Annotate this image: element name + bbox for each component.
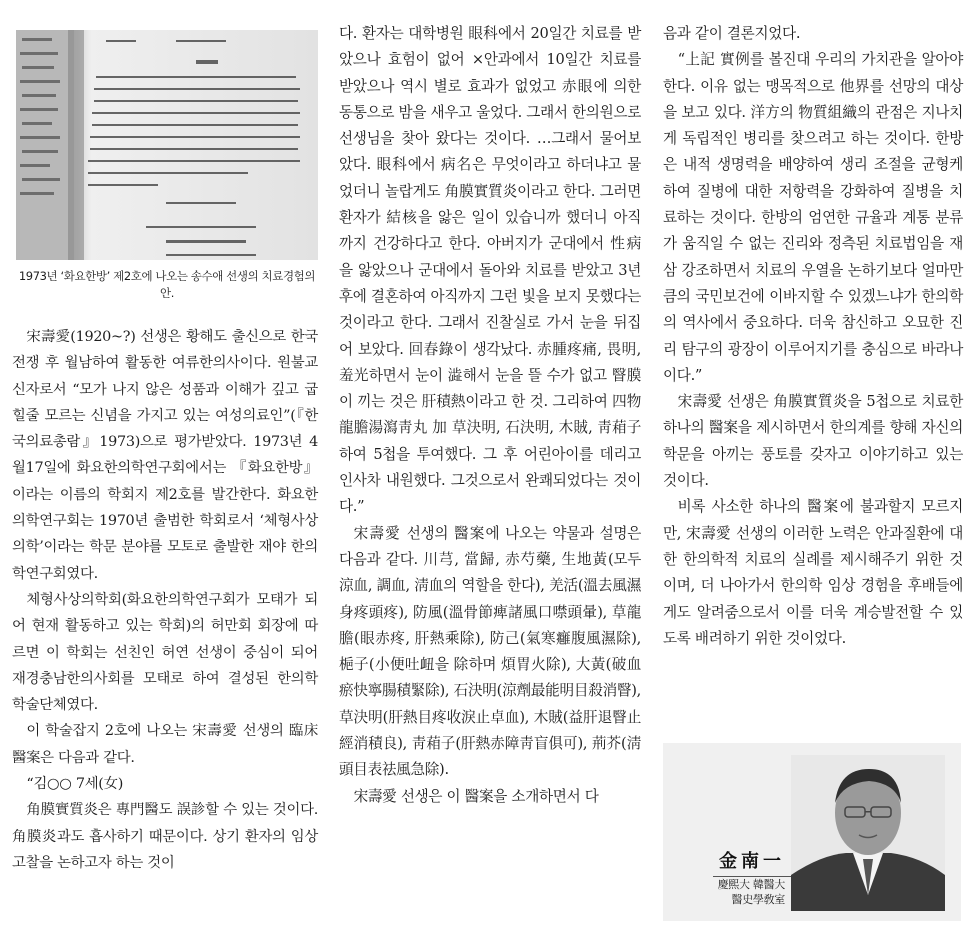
photo-caption: 1973년 ‘화요한방’ 제2호에 나오는 송수애 선생의 치료경험의안. <box>18 269 316 300</box>
author-portrait-image <box>791 755 945 911</box>
author-name: 金南一 <box>719 847 785 873</box>
paragraph: “김○○ 7세(女) <box>26 776 124 793</box>
affiliation-line: 醫史學敎室 <box>731 893 785 906</box>
paragraph: 宋壽愛 선생의 醫案에 나오는 약물과 설명은 다음과 같다. 川芎, 當歸, 赤芍藥, 生地黃(모두 涼血, 調血, 淸血의 역할을 한다), 羌活(溫去風濕身疼頭疼), 防風(溫骨節痺諸風口噤頭暈), 草龍膽(眼赤疼, 肝熱乘除), 防己(氣寒癰腹風濕除), 梔子(小便吐衄을 除하며 煩胃火除), 大黃(破血瘀快寧腸積緊除), 石決明(涼劑最能明目殺消瞖), 草決明(肝熱目疼收淚止卓血), 木賊(益肝退瞖止經消積良), 靑葙子(肝熱赤障靑盲俱可), 荊芥(淸頭目表祛風急除). <box>339 524 641 779</box>
journal-photo <box>16 30 318 260</box>
affiliation-line: 慶熙大 韓醫大 <box>717 878 785 891</box>
paragraph: 이 학술잡지 2호에 나오는 宋壽愛 선생의 臨床醫案은 다음과 같다. <box>12 723 318 766</box>
author-box <box>663 743 961 921</box>
paragraph: “上記 實例를 볼진대 우리의 가치관을 알아야 한다. 이유 없는 맹목적으로 他界를 선망의 대상을 보고 있다. 洋方의 物質組織의 관점은 지나치게 독립적인 병리를 찾으려고 하는 것이다. 한방은 내적 생명력을 배양하여 생리 조절을 균형케 하여 질병에 대한 저항력을 강화하여 질병을 치료하는 것이다. 한방의 엄연한 규율과 계통 분류가 움직일 수 없는 진리와 정측된 치료법임을 재삼 강조하면서 치료의 우열을 논하기보다 얼마만큼의 국민보건에 이바지할 수 있겠느냐가 한의학의 역사에서 중요하다. 더욱 참신하고 오묘한 진리 탐구의 광장이 이루어지기를 충심으로 바라나이다.” <box>663 51 963 384</box>
paragraph: 다. 환자는 대학병원 眼科에서 20일간 치료를 받았으나 효험이 없어 ×안과에서 10일간 치료를 받았으나 역시 별로 효과가 없었고 赤眼에 의한 동통으로 밤을 새우고 울었다. 그래서 한의원으로 선생님을 찾아 왔다는 것이다. …그래서 물어보았다. 眼科에서 病名은 무엇이라고 하더냐고 물었더니 놀랍게도 角膜實質炎이라고 한다. 그러면 환자가 結核을 앓은 일이 있습니까 했더니 아직까지 건강하다고 한다. 아버지가 군대에서 性病을 앓았으나 군대에서 돌아와 치료를 받았고 3년 후에 결혼하여 아직까지 그런 빛을 보지 못했다는 것이라고 한다. 그래서 진찰실로 가서 눈을 뒤집어 보았다. 回春錄이 생각났다. 赤腫疼痛, 畏明, 羞光하면서 눈이 澁해서 눈을 뜰 수가 없고 瞖膜이 끼는 것은 肝積熱이라고 한 것. 그리하여 四物龍膽湯瀉靑丸 加 草決明, 石決明, 木賊, 靑葙子하여 5첩을 투여했다. 그 후 어린아이를 데리고 인사차 내원했다. 그것으로서 완쾌되었다는 것이다.” <box>339 25 641 516</box>
author-affiliation <box>718 877 785 907</box>
column-3 <box>663 0 963 906</box>
paragraph: 宋壽愛(1920~?) 선생은 황해도 출신으로 한국전쟁 후 월남하여 활동한 여류한의사이다. 원불교 신자로서 “모가 나지 않은 성품과 이해가 깊고 굽힐줄 모르는 신념을 가지고 있는 여성의료인”(『한국의료총람』1973)으로 평가받았다. 1973년 4월17일에 화요한의학연구회에서는 『화요한방』이라는 이름의 학회지 제2호를 발간한다. 화요한의학연구회는 1970년 출범한 학회로서 ‘체형사상의학’이라는 학문 분야를 모토로 출발한 재야 한의학연구회였다. <box>12 329 318 582</box>
paragraph: 宋壽愛 선생은 角膜實質炎을 5첩으로 치료한 하나의 醫案을 제시하면서 한의계를 향해 자신의 학문을 아끼는 풍토를 갖자고 이야기하고 있는 것이다. <box>663 393 963 490</box>
paragraph: 宋壽愛 선생은 이 醫案을 소개하면서 다 <box>353 787 599 805</box>
author-photo <box>791 755 945 911</box>
article-body-col2 <box>339 21 641 810</box>
column-1 <box>12 0 318 876</box>
paragraph: 비록 사소한 하나의 醫案에 불과할지 모르지만, 宋壽愛 선생의 이러한 노력은 안과질환에 대한 한의학적 치료의 실례를 제시해주기 위한 것이며, 더 나아가서 한의학 임상 경험을 후배들에게도 알려줌으로서 이를 더욱 계승발전할 수 있도록 배려하기 위한 것이었다. <box>663 498 963 647</box>
paragraph: 角膜實質炎은 專門醫도 誤診할 수 있는 것이다. 角膜炎과도 흡사하기 때문이다. 상기 환자의 임상고찰을 논하고자 하는 것이 <box>12 802 318 871</box>
paragraph: 체형사상의학회(화요한의학연구회가 모태가 되어 현재 활동하고 있는 학회)의 허만회 회장에 따르면 이 학회는 선친인 허연 선생이 중심이 되어 재경충남한의사회를 모태로 하여 결성된 한의학 학술단체였다. <box>12 591 318 714</box>
journal-page-image <box>16 30 318 260</box>
paragraph: 음과 같이 결론지었다. <box>663 25 801 42</box>
article-body-col1 <box>12 324 318 876</box>
article-body-col3 <box>663 21 963 652</box>
column-2 <box>339 0 641 810</box>
